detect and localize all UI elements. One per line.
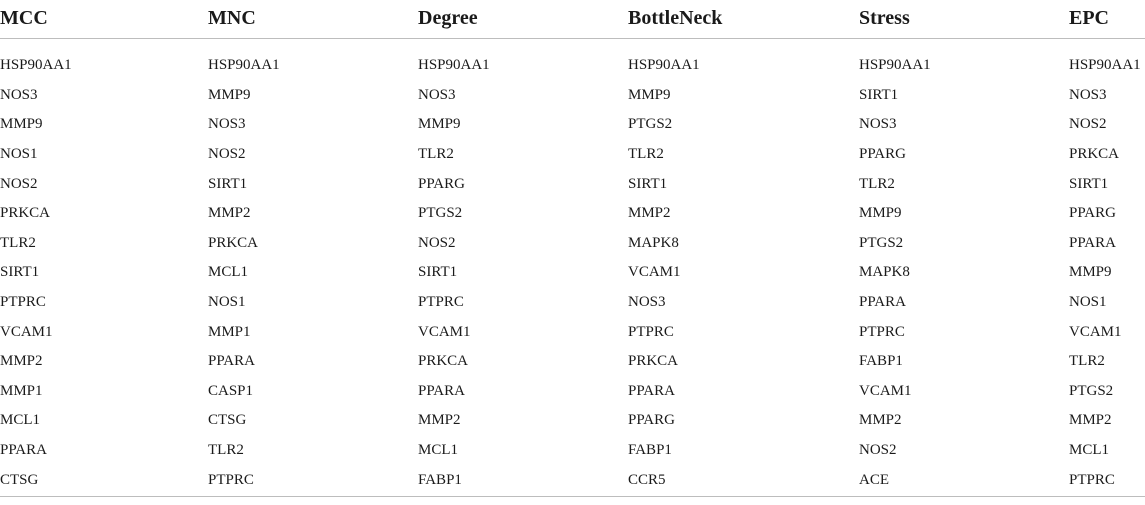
header-stress: Stress (859, 0, 1069, 39)
table-cell: SIRT1 (208, 175, 248, 192)
table-cell: NOS1 (1069, 294, 1107, 311)
table-row (0, 288, 1145, 318)
table-cell: TLR2 (418, 146, 454, 163)
table-cell: MMP9 (208, 86, 251, 103)
table-cell: HSP90AA1 (0, 57, 72, 74)
table-cell: MMP1 (0, 382, 43, 399)
table-body (0, 39, 1145, 497)
table-row (0, 199, 1145, 229)
table-cell: PPARG (628, 412, 675, 429)
table-cell: CTSG (208, 412, 247, 429)
table-cell: PTPRC (0, 294, 46, 311)
header-spacer (0, 39, 1145, 52)
table-row (0, 229, 1145, 259)
table-cell: TLR2 (0, 234, 36, 251)
table-cell: PTGS2 (628, 116, 673, 133)
table-cell: NOS3 (208, 116, 246, 133)
table-cell: MCL1 (0, 412, 41, 429)
table-row (0, 169, 1145, 199)
table-cell: SIRT1 (1069, 175, 1109, 192)
table-row (0, 347, 1145, 377)
table-row (0, 377, 1145, 407)
table-cell: MAPK8 (859, 264, 910, 281)
table-cell: PPARA (628, 382, 675, 399)
table-cell: PTGS2 (859, 234, 904, 251)
table-cell: HSP90AA1 (859, 57, 931, 74)
table-cell: TLR2 (208, 442, 244, 459)
table-cell: MCL1 (418, 442, 459, 459)
table-cell: PTGS2 (1069, 382, 1114, 399)
table-cell: MMP2 (418, 412, 461, 429)
table-row (0, 258, 1145, 288)
table-cell: FABP1 (628, 442, 672, 459)
table-cell: HSP90AA1 (418, 57, 490, 74)
table-cell: CCR5 (628, 465, 859, 497)
table-cell: NOS2 (1069, 116, 1107, 133)
table-cell: CTSG (0, 465, 208, 497)
table-cell: TLR2 (628, 146, 664, 163)
table-cell: MMP9 (0, 116, 43, 133)
table-cell: MMP2 (628, 205, 671, 222)
table-row (0, 81, 1145, 111)
table-cell: NOS2 (859, 442, 897, 459)
table-cell: NOS3 (0, 86, 38, 103)
table-cell: NOS2 (208, 146, 246, 163)
table-cell: NOS3 (1069, 86, 1107, 103)
table-cell: PPARG (1069, 205, 1116, 222)
table-cell: PRKCA (418, 353, 469, 370)
table-row (0, 465, 1145, 497)
table-cell: SIRT1 (859, 86, 899, 103)
table-cell: MMP9 (418, 116, 461, 133)
table-cell: PTPRC (859, 323, 905, 340)
table-cell: MMP9 (628, 86, 671, 103)
table-cell: NOS3 (859, 116, 897, 133)
table-cell: SIRT1 (628, 175, 668, 192)
table-cell: PRKCA (1069, 146, 1120, 163)
table-cell: PRKCA (208, 234, 259, 251)
table-cell: MMP2 (208, 205, 251, 222)
table-cell: MMP2 (1069, 412, 1112, 429)
table-header (0, 0, 1145, 39)
table-cell: TLR2 (1069, 353, 1105, 370)
table-cell: FABP1 (418, 465, 628, 497)
table-cell: PTPRC (208, 465, 418, 497)
table-cell: HSP90AA1 (208, 57, 280, 74)
table-cell: PPARA (0, 442, 47, 459)
table-cell: MMP2 (859, 412, 902, 429)
table-cell: SIRT1 (0, 264, 40, 281)
table-cell: PRKCA (0, 205, 51, 222)
header-epc: EPC (1069, 0, 1145, 39)
table-cell: VCAM1 (628, 264, 681, 281)
table-cell: MMP1 (208, 323, 251, 340)
table-cell: NOS3 (418, 86, 456, 103)
header-bottleneck: BottleNeck (628, 0, 859, 39)
table-cell: NOS3 (628, 294, 666, 311)
table-cell: TLR2 (859, 175, 895, 192)
table-cell: MMP2 (0, 353, 43, 370)
table-row (0, 317, 1145, 347)
table-cell: VCAM1 (418, 323, 471, 340)
table-cell: HSP90AA1 (1069, 57, 1141, 74)
table-cell: FABP1 (859, 353, 903, 370)
table-cell: NOS2 (0, 175, 38, 192)
table-row (0, 406, 1145, 436)
table-cell: MCL1 (208, 264, 249, 281)
table-cell: PTGS2 (418, 205, 463, 222)
table-cell: PPARG (859, 146, 906, 163)
header-degree: Degree (418, 0, 628, 39)
table-cell: MMP9 (1069, 264, 1112, 281)
table-cell: VCAM1 (859, 382, 912, 399)
table-cell: NOS1 (0, 146, 38, 163)
header-row (0, 0, 1145, 39)
table-cell: CASP1 (208, 382, 254, 399)
table-cell: PPARG (418, 175, 465, 192)
table-cell: HSP90AA1 (628, 57, 700, 74)
table-cell: PPARA (1069, 234, 1116, 251)
header-mcc: MCC (0, 0, 208, 39)
table-cell: NOS2 (418, 234, 456, 251)
table-row (0, 51, 1145, 81)
table-cell: MCL1 (1069, 442, 1110, 459)
table-cell: PPARA (208, 353, 255, 370)
table-cell: ACE (859, 465, 1069, 497)
table-row (0, 436, 1145, 466)
table-cell: PPARA (418, 382, 465, 399)
table-cell: VCAM1 (0, 323, 53, 340)
table-cell: PTPRC (628, 323, 674, 340)
table-cell: PPARA (859, 294, 906, 311)
table-cell: NOS1 (208, 294, 246, 311)
table-cell: PTPRC (418, 294, 464, 311)
table-row (0, 110, 1145, 140)
table-cell: PRKCA (628, 353, 679, 370)
table-cell: PTPRC (1069, 465, 1145, 497)
table-row (0, 140, 1145, 170)
table-cell: MMP9 (859, 205, 902, 222)
table-cell: VCAM1 (1069, 323, 1122, 340)
table-cell: SIRT1 (418, 264, 458, 281)
header-mnc: MNC (208, 0, 418, 39)
table-cell: MAPK8 (628, 234, 679, 251)
